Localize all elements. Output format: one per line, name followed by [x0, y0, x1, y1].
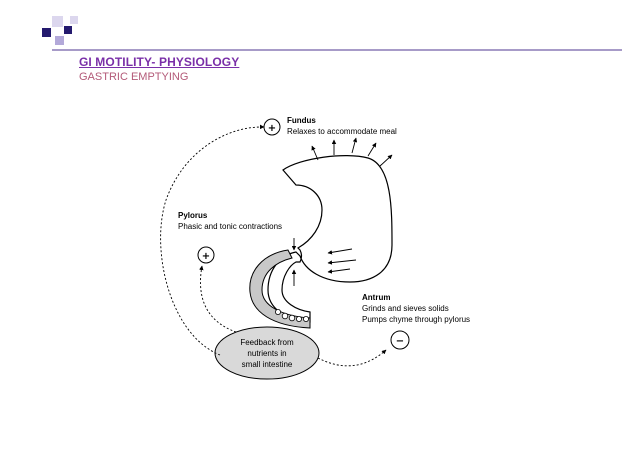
fundus-desc: Relaxes to accommodate meal — [287, 127, 397, 136]
feedback-line-2: nutrients in — [247, 349, 287, 358]
antrum-minus-sign: − — [395, 336, 405, 347]
feedback-path-antrum — [318, 350, 386, 366]
feedback-path-fundus — [161, 127, 264, 355]
antrum-desc-1: Grinds and sieves solids — [362, 304, 449, 313]
pylorus-desc: Phasic and tonic contractions — [178, 222, 283, 231]
antrum-heading: Antrum — [362, 293, 391, 302]
pylorus-heading: Pylorus — [178, 211, 208, 220]
feedback-line-1: Feedback from — [240, 338, 294, 347]
slide-title: GI MOTILITY- PHYSIOLOGY — [79, 55, 240, 69]
fundus-heading: Fundus — [287, 116, 316, 125]
pylorus-plus-sign: + — [201, 251, 211, 262]
feedback-line-3: small intestine — [241, 360, 293, 369]
antrum-desc-2: Pumps chyme through pylorus — [362, 315, 471, 324]
fundus-plus-sign: + — [267, 123, 277, 134]
slide-subtitle: GASTRIC EMPTYING — [79, 71, 189, 83]
feedback-path-pylorus — [200, 266, 236, 332]
